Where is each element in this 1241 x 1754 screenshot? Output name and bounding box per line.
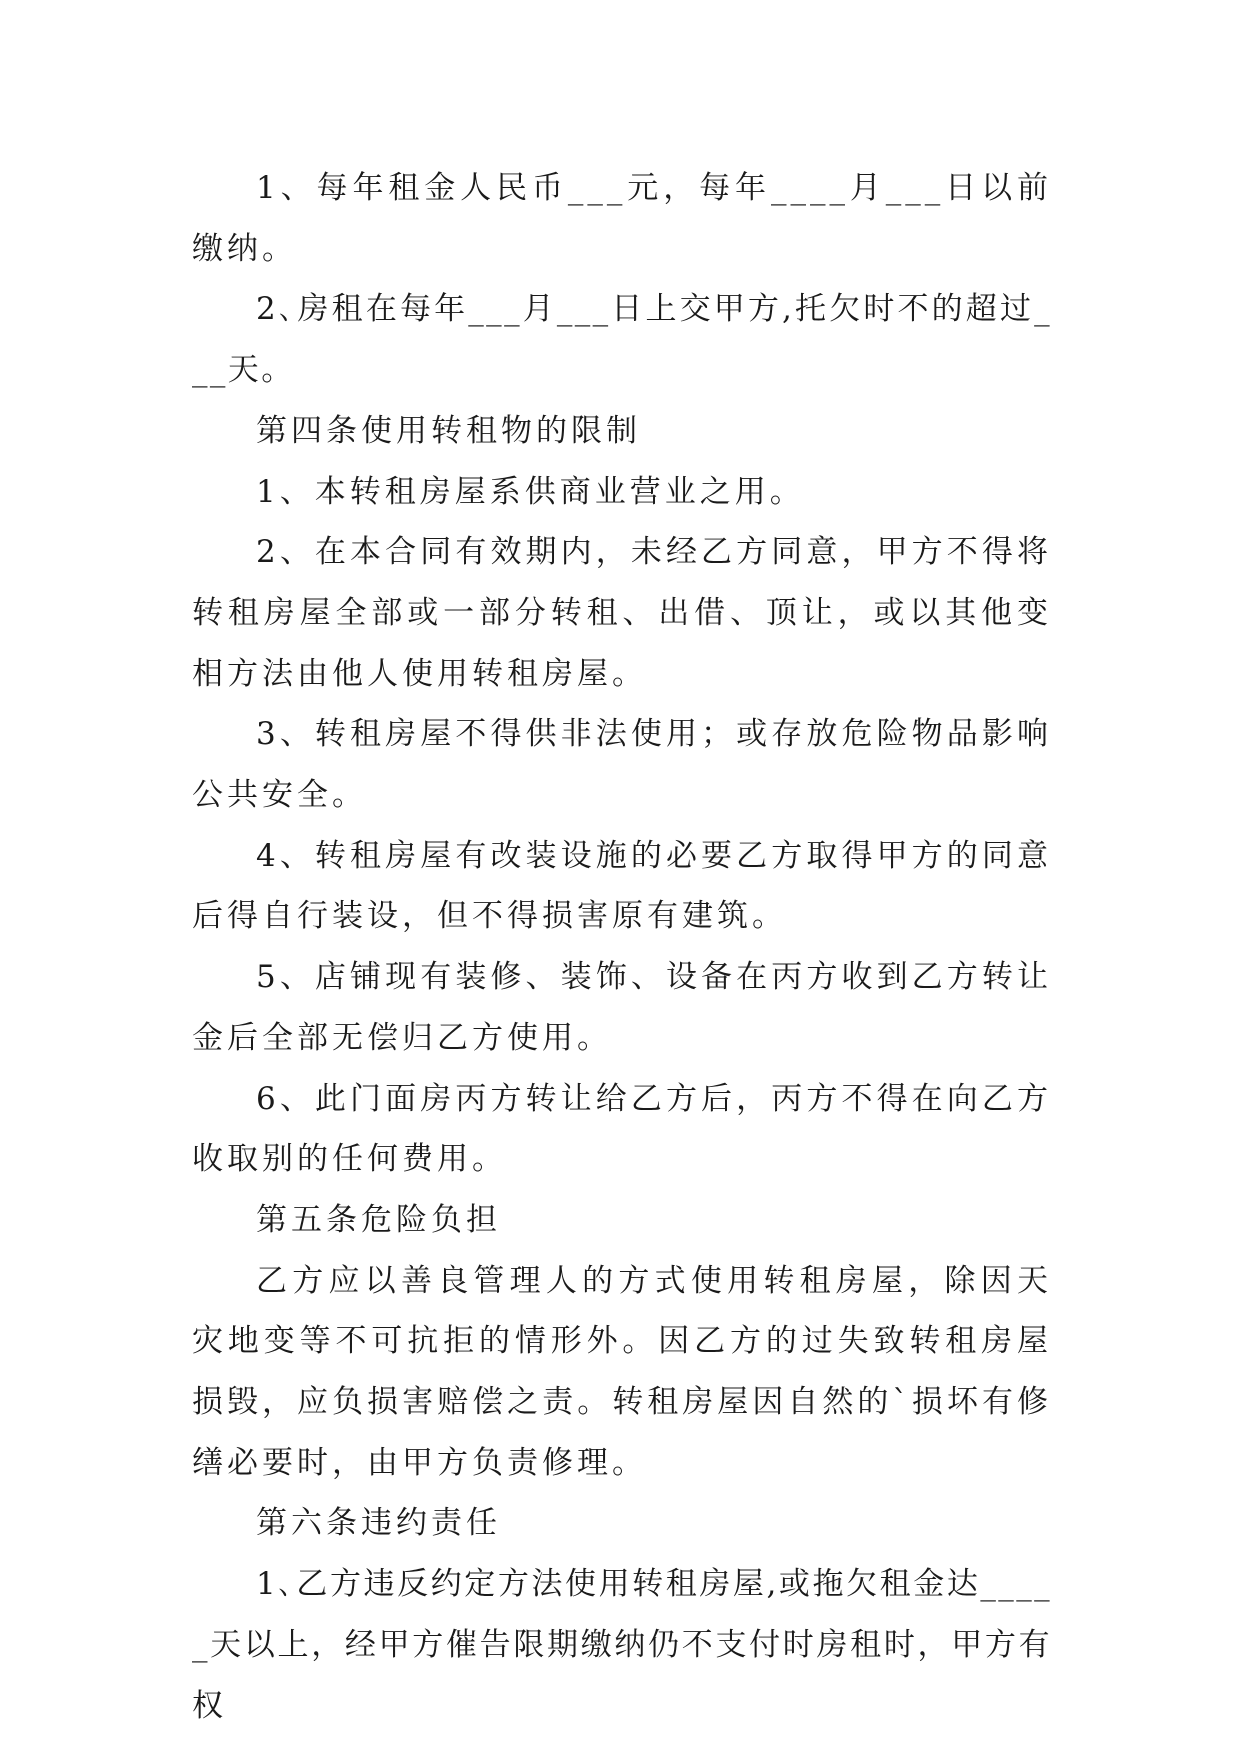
document-body <box>192 158 1052 1736</box>
clause-rent-annual: 1、每年租金人民币___元，每年____月___日以前缴纳。 <box>192 170 1052 267</box>
section-heading-article-4: 第四条使用转租物的限制 <box>256 412 641 449</box>
clause-4-1: 1、本转租房屋系供商业营业之用。 <box>256 473 805 510</box>
clause-4-3: 3、转租房屋不得供非法使用；或存放危险物品影响公共安全。 <box>192 716 1052 814</box>
clause-6-1: 1､乙方违反约定方法使用转租房屋,或拖欠租金达_____天以上，经甲方催告限期缴纳仍不支付时房租时，甲方有权 <box>192 1566 1052 1724</box>
section-heading-article-5: 第五条危险负担 <box>256 1201 501 1238</box>
clause-4-4: 4、转租房屋有改装设施的必要乙方取得甲方的同意后得自行装设，但不得损害原有建筑。 <box>192 837 1052 935</box>
clause-5-body: 乙方应以善良管理人的方式使用转租房屋，除因天灾地变等不可抗拒的情形外。因乙方的过失致转租房屋损毁，应负损害赔偿之责。转租房屋因自然的`损坏有修缮必要时，由甲方负责修理。 <box>192 1262 1052 1481</box>
clause-4-5: 5、店铺现有装修、装饰、设备在丙方收到乙方转让金后全部无偿归乙方使用。 <box>192 959 1052 1056</box>
section-heading-article-6: 第六条违约责任 <box>256 1505 501 1542</box>
clause-4-2: 2、在本合同有效期内，未经乙方同意，甲方不得将转租房屋全部或一部分转租、出借、顶让，或以其他变相方法由他人使用转租房屋。 <box>192 534 1052 692</box>
clause-4-6: 6、此门面房丙方转让给乙方后，丙方不得在向乙方收取别的任何费用。 <box>192 1080 1052 1178</box>
clause-rent-deadline: 2､房租在每年___月___日上交甲方,托欠时不的超过___天。 <box>192 291 1052 389</box>
